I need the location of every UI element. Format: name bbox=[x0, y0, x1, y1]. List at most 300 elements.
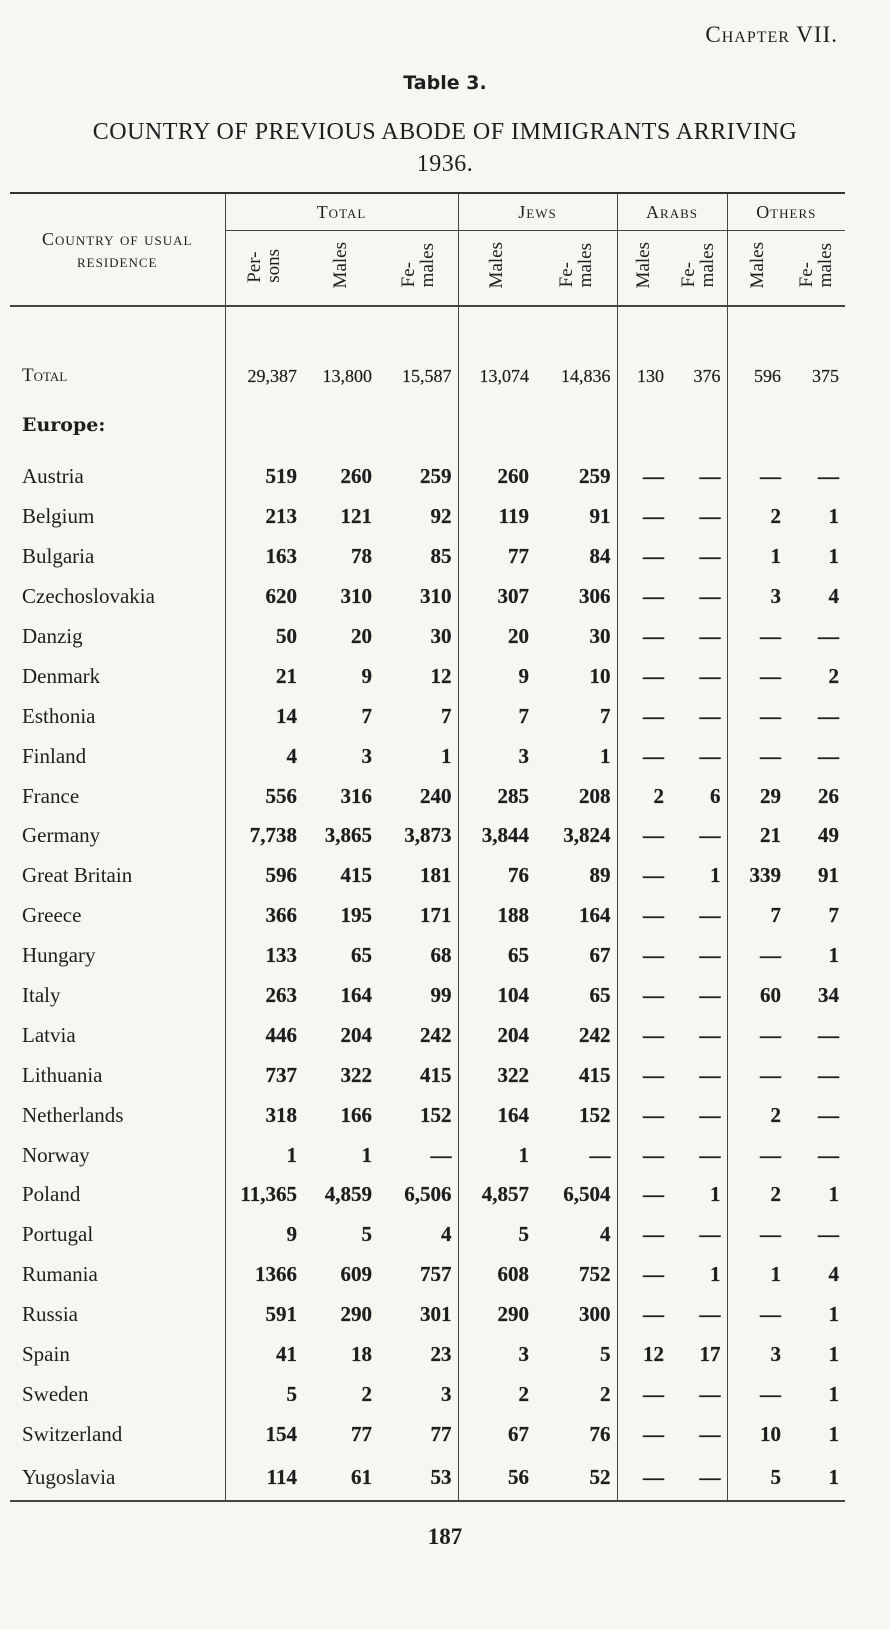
cell-value: — bbox=[617, 1015, 670, 1055]
country-name: Norway bbox=[22, 1142, 90, 1167]
cell-value: 307 bbox=[458, 577, 535, 617]
cell-value: — bbox=[430, 1142, 452, 1167]
country-name: Esthonia bbox=[22, 703, 96, 728]
cell-value: 596 bbox=[727, 306, 787, 393]
cell-value: — bbox=[617, 656, 670, 696]
cell-value: 1 bbox=[361, 1142, 372, 1167]
cell-value: 14,836 bbox=[561, 366, 611, 386]
cell-value: 60 bbox=[727, 976, 787, 1016]
cell-value: 5 bbox=[225, 1374, 303, 1414]
cell-value: 152 bbox=[420, 1102, 452, 1127]
cell-value: 260 bbox=[458, 457, 535, 497]
cell-value: — bbox=[727, 936, 787, 976]
cell-value: 89 bbox=[589, 863, 611, 888]
cell-value: 4 bbox=[828, 1262, 840, 1287]
cell-value: — bbox=[699, 1062, 721, 1087]
cell-value: — bbox=[617, 577, 670, 617]
cell-value: — bbox=[727, 1374, 787, 1414]
table-row bbox=[10, 1414, 845, 1454]
cell-value: 7 bbox=[441, 703, 452, 728]
cell-value: 415 bbox=[420, 1062, 452, 1087]
country-name: Finland bbox=[22, 743, 87, 768]
cell-value: 1 bbox=[600, 743, 611, 768]
table-row bbox=[10, 816, 845, 856]
cell-value: 591 bbox=[225, 1295, 303, 1335]
table-row bbox=[10, 776, 845, 816]
cell-value: — bbox=[818, 743, 840, 768]
cell-value: 204 bbox=[340, 1022, 372, 1047]
cell-value: — bbox=[818, 464, 840, 489]
cell-value: — bbox=[617, 936, 670, 976]
cell-value: 242 bbox=[420, 1022, 452, 1047]
cell-value: 1 bbox=[828, 1381, 840, 1406]
column-header bbox=[225, 231, 303, 307]
cell-value: 3,824 bbox=[563, 823, 611, 848]
country-name: Latvia bbox=[22, 1022, 76, 1047]
table-row bbox=[10, 1095, 845, 1135]
cell-value: 310 bbox=[340, 584, 372, 609]
section-row bbox=[10, 393, 845, 457]
cell-value: 2 bbox=[617, 776, 670, 816]
cell-value: 339 bbox=[727, 856, 787, 896]
cell-value: 609 bbox=[340, 1262, 372, 1287]
cell-value: 608 bbox=[458, 1255, 535, 1295]
cell-value: — bbox=[818, 1022, 840, 1047]
country-name: Greece bbox=[22, 903, 82, 928]
cell-value: — bbox=[699, 544, 721, 569]
cell-value: 366 bbox=[225, 896, 303, 936]
column-header bbox=[727, 231, 787, 307]
cell-value: 154 bbox=[225, 1414, 303, 1454]
cell-value: 92 bbox=[430, 504, 452, 529]
cell-value: 7 bbox=[361, 703, 372, 728]
cell-value: — bbox=[818, 1142, 840, 1167]
cell-value: 2 bbox=[727, 497, 787, 537]
country-name: Portugal bbox=[22, 1222, 94, 1247]
cell-value: 290 bbox=[340, 1302, 372, 1327]
country-name: Europe: bbox=[22, 414, 106, 436]
cell-value: 204 bbox=[458, 1015, 535, 1055]
cell-value: 2 bbox=[458, 1374, 535, 1414]
cell-value: — bbox=[617, 1255, 670, 1295]
cell-value: — bbox=[699, 903, 721, 928]
cell-value: 3 bbox=[727, 577, 787, 617]
cell-value: 77 bbox=[351, 1421, 372, 1446]
cell-value: — bbox=[818, 1062, 840, 1087]
cell-value bbox=[535, 393, 617, 457]
cell-value: — bbox=[670, 1454, 727, 1501]
cell-value: 1 bbox=[828, 504, 840, 529]
cell-value: 1 bbox=[828, 1182, 840, 1207]
table-row bbox=[10, 656, 845, 696]
cell-value: — bbox=[617, 896, 670, 936]
cell-value: 4 bbox=[828, 584, 840, 609]
cell-value: 67 bbox=[458, 1414, 535, 1454]
country-name: Hungary bbox=[22, 943, 96, 968]
cell-value: 29 bbox=[727, 776, 787, 816]
cell-value: 5 bbox=[600, 1342, 611, 1367]
table-number: Table 3. bbox=[403, 72, 487, 94]
country-name: Total bbox=[22, 365, 68, 386]
cell-value: 14 bbox=[225, 696, 303, 736]
cell-value: 415 bbox=[340, 863, 372, 888]
column-header-label: Fe- males bbox=[397, 243, 438, 288]
cell-value: — bbox=[617, 457, 670, 497]
table-row bbox=[10, 1295, 845, 1335]
cell-value: 4,857 bbox=[458, 1175, 535, 1215]
cell-value: 7,738 bbox=[225, 816, 303, 856]
cell-value: 752 bbox=[579, 1262, 611, 1287]
cell-value: 322 bbox=[340, 1062, 372, 1087]
cell-value: — bbox=[617, 856, 670, 896]
cell-value: — bbox=[699, 1381, 721, 1406]
country-name: Italy bbox=[22, 983, 61, 1008]
column-header-label: Males bbox=[486, 242, 508, 289]
cell-value: 7 bbox=[828, 903, 840, 928]
cell-value: 4,859 bbox=[324, 1182, 372, 1207]
table-row bbox=[10, 1255, 845, 1295]
cell-value: 446 bbox=[225, 1015, 303, 1055]
cell-value: 20 bbox=[458, 617, 535, 657]
column-header bbox=[535, 231, 617, 307]
cell-value: 152 bbox=[579, 1102, 611, 1127]
cell-value: 242 bbox=[579, 1022, 611, 1047]
cell-value: 65 bbox=[351, 943, 372, 968]
cell-value: 12 bbox=[430, 663, 452, 688]
cell-value: 322 bbox=[458, 1055, 535, 1095]
country-name: Lithuania bbox=[22, 1062, 103, 1087]
country-name: Danzig bbox=[22, 624, 83, 648]
cell-value: 1 bbox=[828, 544, 840, 569]
cell-value: 50 bbox=[225, 617, 303, 657]
cell-value: 1 bbox=[710, 863, 721, 888]
column-header bbox=[617, 231, 670, 307]
cell-value: — bbox=[727, 656, 787, 696]
cell-value: 3,873 bbox=[404, 823, 452, 848]
table-row bbox=[10, 577, 845, 617]
cell-value: — bbox=[699, 743, 721, 768]
cell-value: — bbox=[617, 617, 670, 657]
cell-value: 195 bbox=[340, 903, 372, 928]
cell-value: 757 bbox=[420, 1262, 452, 1287]
cell-value: — bbox=[727, 1215, 787, 1255]
cell-value: — bbox=[617, 1414, 670, 1454]
country-name: Czechoslovakia bbox=[22, 584, 155, 609]
cell-value: 164 bbox=[340, 983, 372, 1008]
cell-value: 4 bbox=[600, 1222, 611, 1247]
column-header bbox=[670, 231, 727, 307]
cell-value: 10 bbox=[589, 663, 611, 688]
column-header-label: Males bbox=[746, 242, 768, 289]
table-row bbox=[10, 1015, 845, 1055]
immigrants-table bbox=[10, 192, 845, 1502]
cell-value: 415 bbox=[579, 1062, 611, 1087]
cell-value: 164 bbox=[458, 1095, 535, 1135]
cell-value: 20 bbox=[351, 624, 372, 648]
table-row bbox=[10, 976, 845, 1016]
cell-value: 316 bbox=[340, 783, 372, 808]
column-header bbox=[303, 231, 378, 307]
column-header-label: Males bbox=[633, 242, 655, 289]
cell-value: 596 bbox=[225, 856, 303, 896]
group-header-others: Others bbox=[727, 193, 845, 231]
cell-value: 2 bbox=[828, 663, 840, 688]
cell-value: 77 bbox=[458, 537, 535, 577]
cell-value: 18 bbox=[351, 1342, 372, 1367]
table-row bbox=[10, 896, 845, 936]
cell-value: 376 bbox=[693, 366, 721, 386]
cell-value: — bbox=[699, 943, 721, 968]
cell-value: 375 bbox=[812, 366, 840, 386]
cell-value: — bbox=[617, 1295, 670, 1335]
cell-value: 259 bbox=[420, 464, 452, 489]
table-row bbox=[10, 497, 845, 537]
column-header-label: Males bbox=[330, 242, 351, 289]
cell-value: — bbox=[617, 976, 670, 1016]
cell-value: 49 bbox=[818, 823, 840, 848]
country-name: Russia bbox=[22, 1302, 79, 1327]
cell-value: 3 bbox=[361, 743, 372, 768]
page-number: 187 bbox=[427, 1524, 463, 1549]
cell-value: 208 bbox=[579, 783, 611, 808]
cell-value: — bbox=[727, 1015, 787, 1055]
cell-value: 114 bbox=[225, 1454, 303, 1501]
cell-value: 9 bbox=[225, 1215, 303, 1255]
country-name: Denmark bbox=[22, 663, 101, 688]
cell-value: — bbox=[727, 1295, 787, 1335]
cell-value: 23 bbox=[430, 1342, 452, 1367]
table-row bbox=[10, 1175, 845, 1215]
cell-value: — bbox=[699, 624, 721, 648]
cell-value: 1 bbox=[458, 1135, 535, 1175]
cell-value: 56 bbox=[458, 1454, 535, 1501]
table-row bbox=[10, 457, 845, 497]
cell-value: — bbox=[818, 1222, 840, 1247]
cell-value: 301 bbox=[420, 1302, 452, 1327]
cell-value: 65 bbox=[589, 983, 611, 1008]
cell-value: 7 bbox=[727, 896, 787, 936]
cell-value: — bbox=[699, 1142, 721, 1167]
cell-value: 171 bbox=[420, 903, 452, 928]
column-header bbox=[378, 231, 458, 307]
cell-value: 12 bbox=[617, 1335, 670, 1375]
country-name: Germany bbox=[22, 823, 101, 848]
cell-value: — bbox=[699, 464, 721, 489]
cell-value bbox=[787, 393, 845, 457]
cell-value: 181 bbox=[420, 863, 452, 888]
cell-value: 30 bbox=[430, 624, 452, 648]
table-row bbox=[10, 1454, 845, 1501]
cell-value: — bbox=[699, 1022, 721, 1047]
cell-value: 29,387 bbox=[225, 306, 303, 393]
cell-value bbox=[303, 393, 378, 457]
cell-value: 104 bbox=[458, 976, 535, 1016]
cell-value: 737 bbox=[225, 1055, 303, 1095]
cell-value: — bbox=[699, 823, 721, 848]
cell-value: — bbox=[727, 617, 787, 657]
cell-value: 306 bbox=[579, 584, 611, 609]
cell-value: 68 bbox=[430, 943, 452, 968]
cell-value: — bbox=[699, 584, 721, 609]
cell-value bbox=[378, 393, 458, 457]
cell-value: 7 bbox=[458, 696, 535, 736]
cell-value: 99 bbox=[430, 983, 452, 1008]
cell-value: 13,800 bbox=[322, 366, 372, 386]
country-name: Poland bbox=[22, 1182, 81, 1207]
cell-value: — bbox=[699, 663, 721, 688]
total-row bbox=[10, 306, 845, 393]
table-row bbox=[10, 1374, 845, 1414]
column-header-label: Per- sons bbox=[244, 248, 285, 283]
cell-value: 5 bbox=[458, 1215, 535, 1255]
cell-value: — bbox=[727, 1055, 787, 1095]
chapter-heading: Chapter VII. bbox=[705, 22, 838, 47]
cell-value: 3 bbox=[458, 736, 535, 776]
cell-value: 2 bbox=[600, 1381, 611, 1406]
cell-value: 53 bbox=[378, 1454, 458, 1501]
country-name: France bbox=[22, 783, 80, 808]
cell-value: — bbox=[727, 457, 787, 497]
cell-value: 240 bbox=[420, 783, 452, 808]
country-name: Great Britain bbox=[22, 863, 133, 888]
cell-value: 213 bbox=[225, 497, 303, 537]
cell-value: 3,844 bbox=[458, 816, 535, 856]
cell-value: — bbox=[699, 1421, 721, 1446]
table-row bbox=[10, 736, 845, 776]
cell-value: 310 bbox=[420, 584, 452, 609]
cell-value: — bbox=[617, 1374, 670, 1414]
table-row bbox=[10, 617, 845, 657]
cell-value: 6,504 bbox=[563, 1182, 611, 1207]
cell-value: — bbox=[617, 736, 670, 776]
country-name: Switzerland bbox=[22, 1421, 123, 1446]
cell-value: — bbox=[699, 504, 721, 529]
cell-value: 5 bbox=[361, 1222, 372, 1247]
cell-value: 30 bbox=[589, 624, 611, 648]
column-header bbox=[458, 231, 535, 307]
cell-value: 5 bbox=[727, 1454, 787, 1501]
cell-value: 130 bbox=[617, 306, 670, 393]
cell-value: 259 bbox=[579, 464, 611, 489]
cell-value: 77 bbox=[430, 1421, 452, 1446]
group-header-total: Total bbox=[225, 193, 458, 231]
cell-value bbox=[727, 393, 787, 457]
cell-value: 119 bbox=[458, 497, 535, 537]
cell-value: 556 bbox=[225, 776, 303, 816]
cell-value: 2 bbox=[727, 1175, 787, 1215]
country-name: Sweden bbox=[22, 1381, 89, 1406]
cell-value: 65 bbox=[458, 936, 535, 976]
cell-value: 61 bbox=[303, 1454, 378, 1501]
cell-value: — bbox=[617, 1454, 670, 1501]
table-row bbox=[10, 856, 845, 896]
column-header-label: Fe- males bbox=[555, 243, 596, 288]
cell-value: — bbox=[727, 736, 787, 776]
cell-value: 26 bbox=[818, 783, 840, 808]
cell-value: 164 bbox=[579, 903, 611, 928]
cell-value: 3,865 bbox=[324, 823, 372, 848]
cell-value bbox=[458, 393, 535, 457]
cell-value: — bbox=[617, 497, 670, 537]
cell-value: — bbox=[727, 696, 787, 736]
country-name: Rumania bbox=[22, 1262, 98, 1287]
cell-value: — bbox=[727, 1135, 787, 1175]
cell-value: 1 bbox=[828, 943, 840, 968]
cell-value: 188 bbox=[458, 896, 535, 936]
cell-value: — bbox=[818, 624, 840, 648]
title-line-1: COUNTRY OF PREVIOUS ABODE OF IMMIGRANTS ARRIVING bbox=[92, 119, 798, 145]
country-name: Belgium bbox=[22, 504, 95, 529]
cell-value: 15,587 bbox=[402, 366, 452, 386]
cell-value: 34 bbox=[818, 983, 840, 1008]
cell-value: 3 bbox=[458, 1335, 535, 1375]
cell-value: — bbox=[699, 1222, 721, 1247]
cell-value: 1 bbox=[225, 1135, 303, 1175]
cell-value bbox=[670, 393, 727, 457]
cell-value: 121 bbox=[340, 504, 372, 529]
cell-value: 84 bbox=[589, 544, 611, 569]
cell-value: 285 bbox=[458, 776, 535, 816]
cell-value: 76 bbox=[458, 856, 535, 896]
cell-value: 290 bbox=[458, 1295, 535, 1335]
cell-value: — bbox=[699, 703, 721, 728]
country-name: Austria bbox=[22, 464, 84, 489]
column-header-label: Fe- males bbox=[678, 243, 719, 288]
cell-value: — bbox=[818, 703, 840, 728]
cell-value: 11,365 bbox=[225, 1175, 303, 1215]
table-row bbox=[10, 1335, 845, 1375]
cell-value: 519 bbox=[225, 457, 303, 497]
cell-value: — bbox=[617, 537, 670, 577]
cell-value: 9 bbox=[458, 656, 535, 696]
table-row bbox=[10, 537, 845, 577]
cell-value: 1 bbox=[441, 743, 452, 768]
cell-value: 3 bbox=[727, 1335, 787, 1375]
cell-value: 263 bbox=[225, 976, 303, 1016]
cell-value: 133 bbox=[225, 936, 303, 976]
cell-value: 85 bbox=[430, 544, 452, 569]
table-row bbox=[10, 936, 845, 976]
cell-value: 620 bbox=[225, 577, 303, 617]
cell-value: 1 bbox=[787, 1454, 845, 1501]
column-header-label: Fe- males bbox=[796, 243, 837, 288]
cell-value: 318 bbox=[225, 1095, 303, 1135]
cell-value: 9 bbox=[361, 663, 372, 688]
cell-value: 1 bbox=[710, 1182, 721, 1207]
cell-value: — bbox=[617, 1095, 670, 1135]
cell-value: 41 bbox=[225, 1335, 303, 1375]
cell-value: 1 bbox=[828, 1342, 840, 1367]
cell-value: 1 bbox=[710, 1262, 721, 1287]
cell-value: 2 bbox=[727, 1095, 787, 1135]
cell-value: — bbox=[699, 983, 721, 1008]
country-name: Bulgaria bbox=[22, 544, 95, 569]
cell-value: — bbox=[589, 1142, 611, 1167]
cell-value: 91 bbox=[818, 863, 840, 888]
cell-value: 52 bbox=[535, 1454, 617, 1501]
country-name: Netherlands bbox=[22, 1102, 124, 1127]
cell-value: 21 bbox=[225, 656, 303, 696]
cell-value: — bbox=[818, 1102, 840, 1127]
cell-value bbox=[225, 393, 303, 457]
cell-value: — bbox=[617, 1135, 670, 1175]
country-header: Country of usual residence bbox=[42, 228, 193, 271]
cell-value: 2 bbox=[361, 1381, 372, 1406]
cell-value: — bbox=[617, 1175, 670, 1215]
table-row bbox=[10, 1215, 845, 1255]
cell-value: 17 bbox=[699, 1342, 721, 1367]
title-line-2: 1936. bbox=[416, 151, 474, 177]
